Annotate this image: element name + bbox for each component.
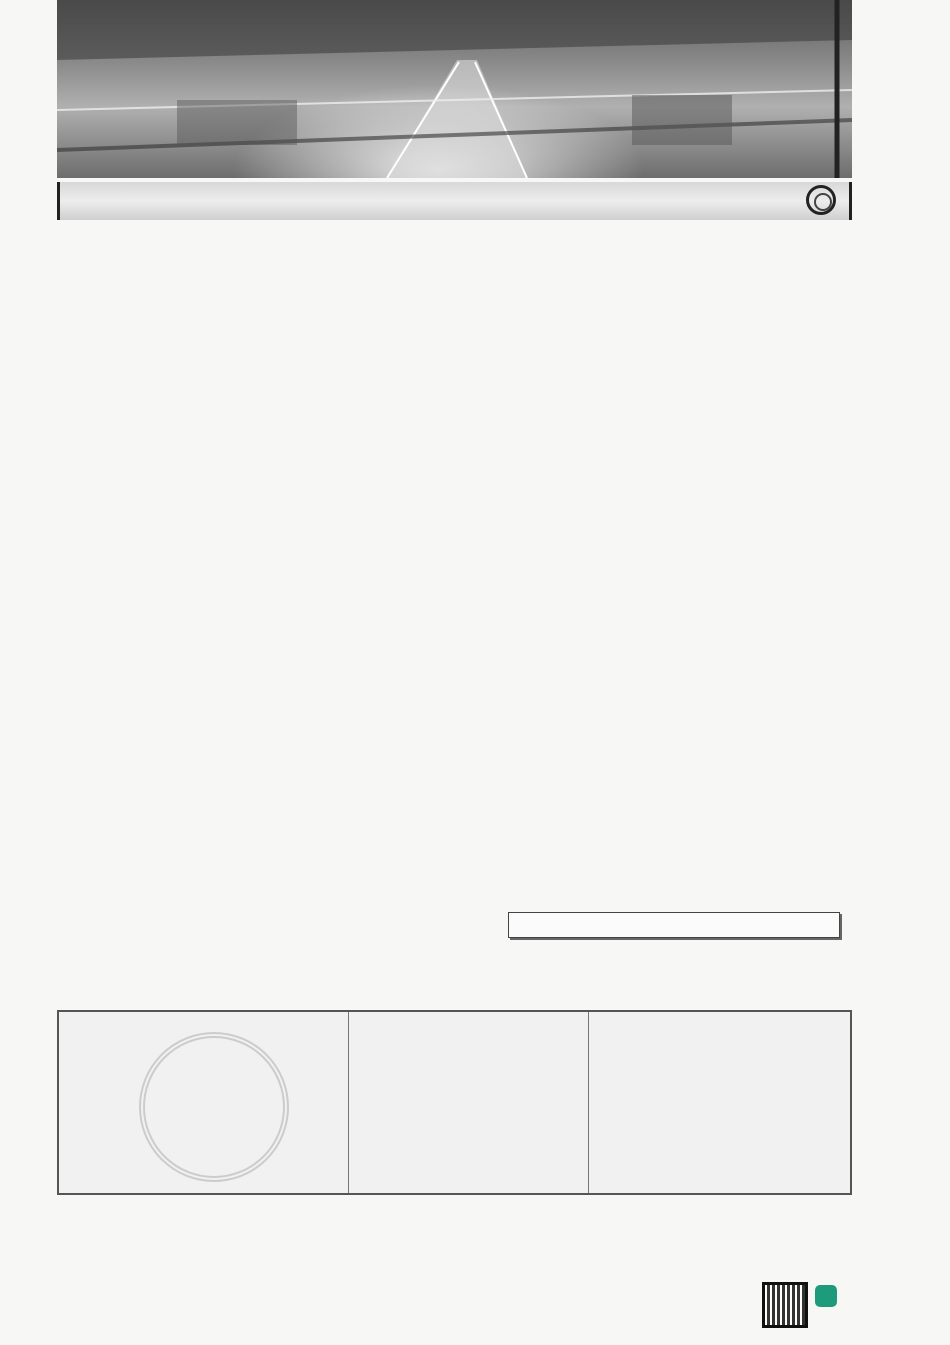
contents-heading <box>806 183 837 220</box>
masthead-identity <box>59 1012 349 1193</box>
cover-credit <box>508 912 840 938</box>
masthead-staff <box>349 1012 589 1193</box>
camscanner-logo-icon <box>815 1285 837 1307</box>
association-logo-icon <box>806 185 836 215</box>
scanner-watermark <box>762 1282 937 1332</box>
cover-banner <box>57 0 852 178</box>
seal-watermark-icon <box>139 1032 289 1182</box>
masthead-contact <box>589 1012 850 1193</box>
qr-frame <box>762 1282 808 1328</box>
highway-photo <box>57 0 852 178</box>
contents-bar <box>57 182 852 220</box>
masthead <box>57 1010 852 1195</box>
